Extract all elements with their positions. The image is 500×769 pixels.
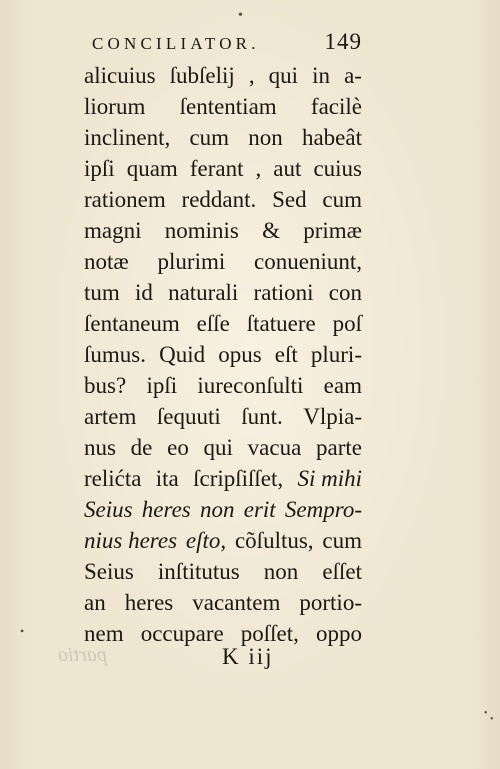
text-word: ſunt. [241,404,283,429]
text-word: nominis [164,218,239,243]
text-word: Seius [84,497,133,522]
text-word: nus [84,435,116,460]
text-line [84,122,362,153]
text-word: reddant. [181,187,257,212]
bleed-through-text: partio [58,644,107,666]
text-line [84,401,362,432]
text-line [84,587,362,618]
ink-speck: • [490,714,494,725]
text-word: ſubſelij [169,63,235,88]
text-word: de [130,435,153,460]
text-word: pluri- [310,342,362,367]
text-word: Quid [159,342,206,367]
text-word: rationem [84,187,166,212]
text-line [84,60,362,91]
text-line [84,494,362,525]
running-head [92,29,362,55]
text-line [84,184,362,215]
text-word: con [328,280,362,305]
text-word: ſententiam [179,94,277,119]
text-word: plurimi [157,249,226,274]
text-word: non [263,559,299,584]
text-word: ſentaneum [84,311,180,336]
text-word: eſto, [185,528,227,553]
text-word: occupare [140,621,224,646]
text-word: Si mihi [297,466,362,491]
text-word: erit [243,497,276,522]
text-word: relićta [84,466,142,491]
text-word: in [312,63,330,88]
text-word: inclinent, [84,125,171,150]
text-word: cum [189,125,230,150]
text-word: alicuius [84,63,156,88]
text-word: poſ [332,311,362,336]
signature-mark: K iij [222,644,274,669]
text-word: ferant [189,156,244,181]
page-number: 149 [324,29,362,54]
text-word: tum [84,280,120,305]
text-word: ſtatuere [246,311,316,336]
text-word: eam [323,373,362,398]
text-word: habeât [301,125,362,150]
text-line [84,215,362,246]
text-word: Sempro- [284,497,362,522]
text-word: facilè [310,94,362,119]
body-text [84,60,362,649]
text-word: heres [141,497,191,522]
text-word: id [134,280,153,305]
text-word: rationi [253,280,314,305]
text-word: nem [84,621,124,646]
text-word: bus? [84,373,127,398]
text-line [84,153,362,184]
text-word: quam [126,156,178,181]
text-word: Seius [84,559,134,584]
text-word: vacua [247,435,302,460]
text-line [84,277,362,308]
text-line [84,339,362,370]
text-word: , [248,63,255,88]
text-word: portio- [299,590,362,615]
text-word: Vlpia- [303,404,362,429]
text-word: oppo [315,621,362,646]
text-word: ita [155,466,179,491]
text-word: heres [124,590,174,615]
text-word: iureconſulti [197,373,304,398]
text-word: non [200,497,235,522]
text-word: Sed [272,187,307,212]
text-word: vacantem [192,590,281,615]
text-line [84,525,362,556]
text-word: eſſe [196,311,230,336]
text-line [84,91,362,122]
text-word: aut [273,156,302,181]
text-word: poſſet, [240,621,299,646]
text-word: qui [203,435,233,460]
text-line [84,308,362,339]
text-word: naturali [168,280,239,305]
ink-speck: • [484,708,488,719]
text-word: cuius [313,156,362,181]
text-line [84,463,362,494]
text-word: cõſultus, [234,528,314,553]
ink-speck: • [238,8,243,23]
text-word: ipſi [84,156,115,181]
text-word: eo [167,435,189,460]
text-word: eſt [274,342,298,367]
text-word: ſcripſiſſet, [193,466,284,491]
text-word: qui [268,63,299,88]
text-word: ſumus. [84,342,146,367]
text-line [84,556,362,587]
text-word: artem [84,404,137,429]
text-word: parte [316,435,362,460]
text-word: & [262,218,280,243]
text-word: magni [84,218,142,243]
text-word: a- [344,63,362,88]
ink-speck: • [20,624,25,638]
text-word: cum [322,187,362,212]
text-word: opus [218,342,262,367]
text-word: , [255,156,262,181]
running-title: CONCILIATOR. [92,34,260,53]
text-line [84,246,362,277]
text-word: primæ [303,218,362,243]
text-word: conueniunt, [254,249,362,274]
text-word: liorum [84,94,146,119]
text-word: eſſet [322,559,362,584]
text-word: cum [322,528,362,553]
text-word: notæ [84,249,129,274]
text-word: ſequuti [156,404,221,429]
text-word: ipſi [146,373,178,398]
text-word: inſtitutus [157,559,240,584]
text-word: an [84,590,106,615]
text-word: non [248,125,283,150]
text-word: nius heres [84,528,178,553]
text-line [84,370,362,401]
text-line [84,432,362,463]
